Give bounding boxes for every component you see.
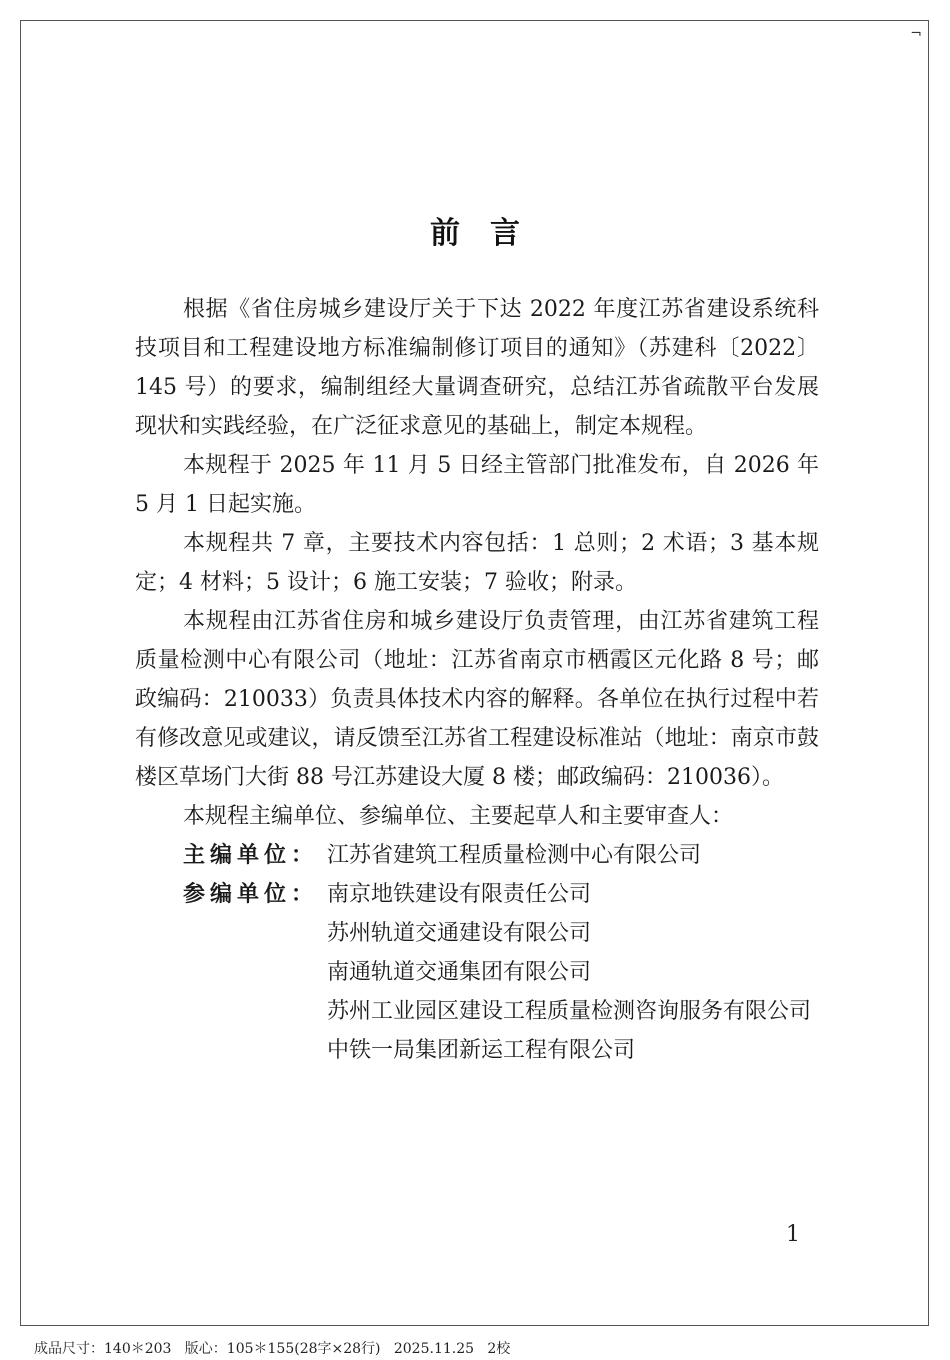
preface-body xyxy=(135,290,819,1070)
participating-unit-item: 苏州工业园区建设工程质量检测咨询服务有限公司 xyxy=(327,999,812,1024)
print-spec-footer: 成品尺寸：140＊203 版心：105＊155(28字×28行) 2025.11.25 2校 xyxy=(34,1341,511,1357)
participating-unit-item: 南京地铁建设有限责任公司 xyxy=(327,882,592,907)
participating-units-list xyxy=(327,875,819,1070)
participating-units-label: 参编单位： xyxy=(183,882,319,907)
paragraph-units-intro: 本规程主编单位、参编单位、主要起草人和主要审查人： xyxy=(183,804,734,829)
chief-unit-row xyxy=(135,836,819,875)
page-title: 前言 xyxy=(430,216,550,251)
participating-unit-item: 苏州轨道交通建设有限公司 xyxy=(327,921,592,946)
paragraph-basis: 根据《省住房城乡建设厅关于下达 2022 年度江苏省建设系统科技项目和工程建设地方标准编制修订项目的通知》（苏建科〔2022〕145 号）的要求，编制组经大量调查研究，总结江苏省疏散平台发展现状和实践经验，在广泛征求意见的基础上，制定本规程。 xyxy=(135,297,819,439)
page-number: 1 xyxy=(786,1222,800,1247)
participating-unit-item: 南通轨道交通集团有限公司 xyxy=(327,960,592,985)
paragraph-effective-date: 本规程于 2025 年 11 月 5 日经主管部门批准发布，自 2026 年 5 月 1 日起实施。 xyxy=(135,453,819,517)
paragraph-management: 本规程由江苏省住房和城乡建设厅负责管理，由江苏省建筑工程质量检测中心有限公司（地址：江苏省南京市栖霞区元化路 8 号；邮政编码：210033）负责具体技术内容的解释。各单位在执行过程中若有修改意见或建议，请反馈至江苏省工程建设标准站（地址：南京市鼓楼区草场门大街 88 号江苏建设大厦 8 楼；邮政编码：210036）。 xyxy=(135,609,819,790)
chief-unit-label: 主编单位： xyxy=(183,843,319,868)
corner-crop-mark: ¬ xyxy=(910,26,922,42)
paragraph-contents: 本规程共 7 章，主要技术内容包括：1 总则；2 术语；3 基本规定；4 材料；5 设计；6 施工安装；7 验收；附录。 xyxy=(135,531,819,595)
participating-unit-item: 中铁一局集团新运工程有限公司 xyxy=(327,1038,636,1063)
chief-unit-name: 江苏省建筑工程质量检测中心有限公司 xyxy=(327,843,702,868)
chief-unit-list xyxy=(327,836,819,875)
participating-units-row xyxy=(135,875,819,1070)
